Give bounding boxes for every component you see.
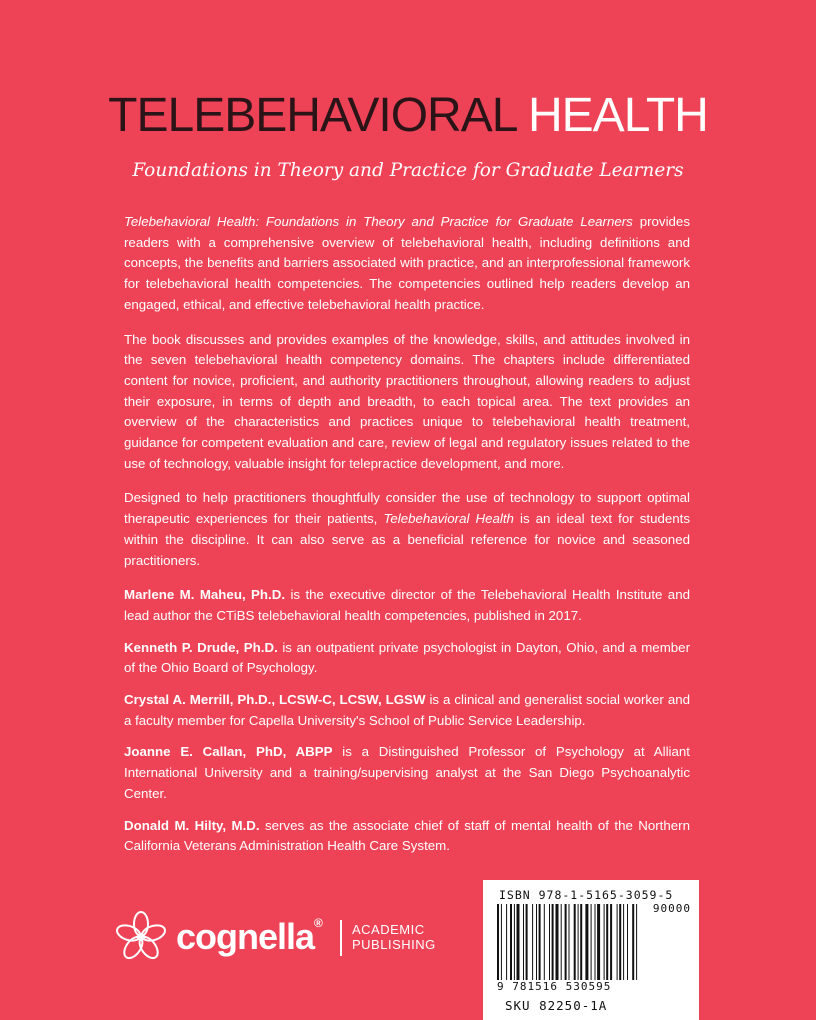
barcode-bars [497,904,687,980]
book-title-italic: Telebehavioral Health [383,511,514,527]
imprint-line-1: ACADEMIC [352,922,425,937]
barcode-bar [591,904,592,980]
barcode-bar [627,904,628,980]
barcode-bar [497,904,499,980]
barcode-bar [604,904,605,980]
publisher-name [176,916,322,958]
barcode-bar [501,904,502,980]
barcode-bar [539,904,541,980]
barcode-bar [565,904,567,980]
author-bio-text: is a Distinguished Professor of Psychology at Alliant International University and a training/supervising analyst at the San Diego Psychoanalytic Center. [124,744,690,801]
book-title [0,88,816,143]
barcode-bar [585,904,588,980]
description-text: provides readers with a comprehensive overview of telebehavioral health, including definitions and concepts, the benefits and barriers associated with practice, and an interprofessional framework for telebehavioral health competencies. The competencies outlined help readers develop an engaged, ethical, and effective telebehavioral health practice. [124,214,690,312]
description-paragraph-2: The book discusses and provides examples of the knowledge, skills, and attitudes involved in the seven telebehavioral health competency domains. The chapters include differentiated content for novice, proficient, and authority practitioners throughout, allowing readers to adjust their exposure, in terms of depth and breadth, to each topical area. The text provides an overview of the characteristics and practices unique to telebehavioral health treatment, guidance for competent evaluation and care, review of legal and regulatory issues related to the use of technology, valuable insight for telepractice development, and more. [124,331,690,471]
barcode-number: 9 781516 530595 [497,980,612,993]
author-bio [124,690,690,731]
barcode-bar [556,904,559,980]
isbn-number: ISBN 978-1-5165-3059-5 [499,888,674,902]
publisher-imprint [352,922,436,952]
author-bio [124,742,690,804]
description-text: is an ideal text for students within the discipline. It can also serve as a beneficial reference for novice and seasoned practitioners. [124,511,690,568]
barcode-bar [632,904,634,980]
barcode-bar [597,904,600,980]
barcode-bar [569,904,570,980]
author-bio-text: serves as the associate chief of staff of mental health of the Northern California Veterans Administration Health Care System. [124,817,690,854]
sku-number: SKU 82250-1A [505,998,608,1013]
barcode-bar [617,904,618,980]
barcode-bar [610,904,612,980]
barcode-bar [623,904,624,980]
isbn-barcode-block [483,880,699,1020]
description-text: Designed to help practitioners thoughtfully consider the use of technology to support optimal therapeutic experiences for their patients, [124,490,690,527]
barcode-bar [523,904,524,980]
author-name: Marlene M. Maheu, Ph.D. [124,587,286,603]
barcode-bar [510,904,512,980]
author-bio-text: is the executive director of the Telebehavioral Health Institute and lead author the CTiBS telebehavioral health competencies, published in 2017. [124,587,690,623]
title-part-telebehavioral: TELEBEHAVIORAL [108,89,516,142]
publisher-wordmark: cognella [176,916,315,957]
description-paragraph-1 [124,212,690,316]
barcode-bar [526,904,528,980]
barcode-bar [578,904,579,980]
author-bio-text: is an outpatient private psychologist in Dayton, Ohio, and a member of the Ohio Board of Psychology. [124,639,690,676]
cognella-flower-icon [112,908,170,966]
barcode-bar [517,904,520,980]
barcode-bar [580,904,582,980]
barcode-bar [561,904,562,980]
book-title-italic: Telebehavioral Health: Foundations in Theory and Practice for Graduate Learners [124,214,633,229]
author-bio [124,816,690,857]
title-part-health: HEALTH [528,89,708,142]
author-bio-text: is a clinical and generalist social worker and a faculty member for Capella University's School of Public Service Leadership. [124,692,691,728]
barcode-bar [595,904,596,980]
author-name: Kenneth P. Drude, Ph.D. [124,639,278,655]
book-subtitle: Foundations in Theory and Practice for Graduate Learners [132,160,684,181]
barcode-bar [514,904,515,980]
author-bio [124,585,690,626]
author-name: Donald M. Hilty, M.D. [124,817,260,833]
barcode-bar [636,904,637,980]
logo-divider [340,920,342,956]
description-paragraph-3 [124,488,690,571]
author-name: Crystal A. Merrill, Ph.D., LCSW-C, LCSW, LGSW [124,692,426,708]
author-bio [124,638,690,679]
barcode-bar [619,904,621,980]
barcode-bar [544,904,545,980]
barcode-bar [506,904,507,980]
imprint-line-2: PUBLISHING [352,937,436,952]
barcode-bar [532,904,533,980]
barcode-bar [574,904,576,980]
registered-mark: ® [314,916,322,930]
publisher-logo [112,908,452,968]
barcode-bar [549,904,550,980]
barcode-bar [606,904,608,980]
author-name: Joanne E. Callan, PhD, ABPP [124,744,333,760]
price-code: 90000 [652,902,691,915]
barcode-bar [536,904,537,980]
barcode-bar [552,904,554,980]
back-cover-text [124,212,690,868]
